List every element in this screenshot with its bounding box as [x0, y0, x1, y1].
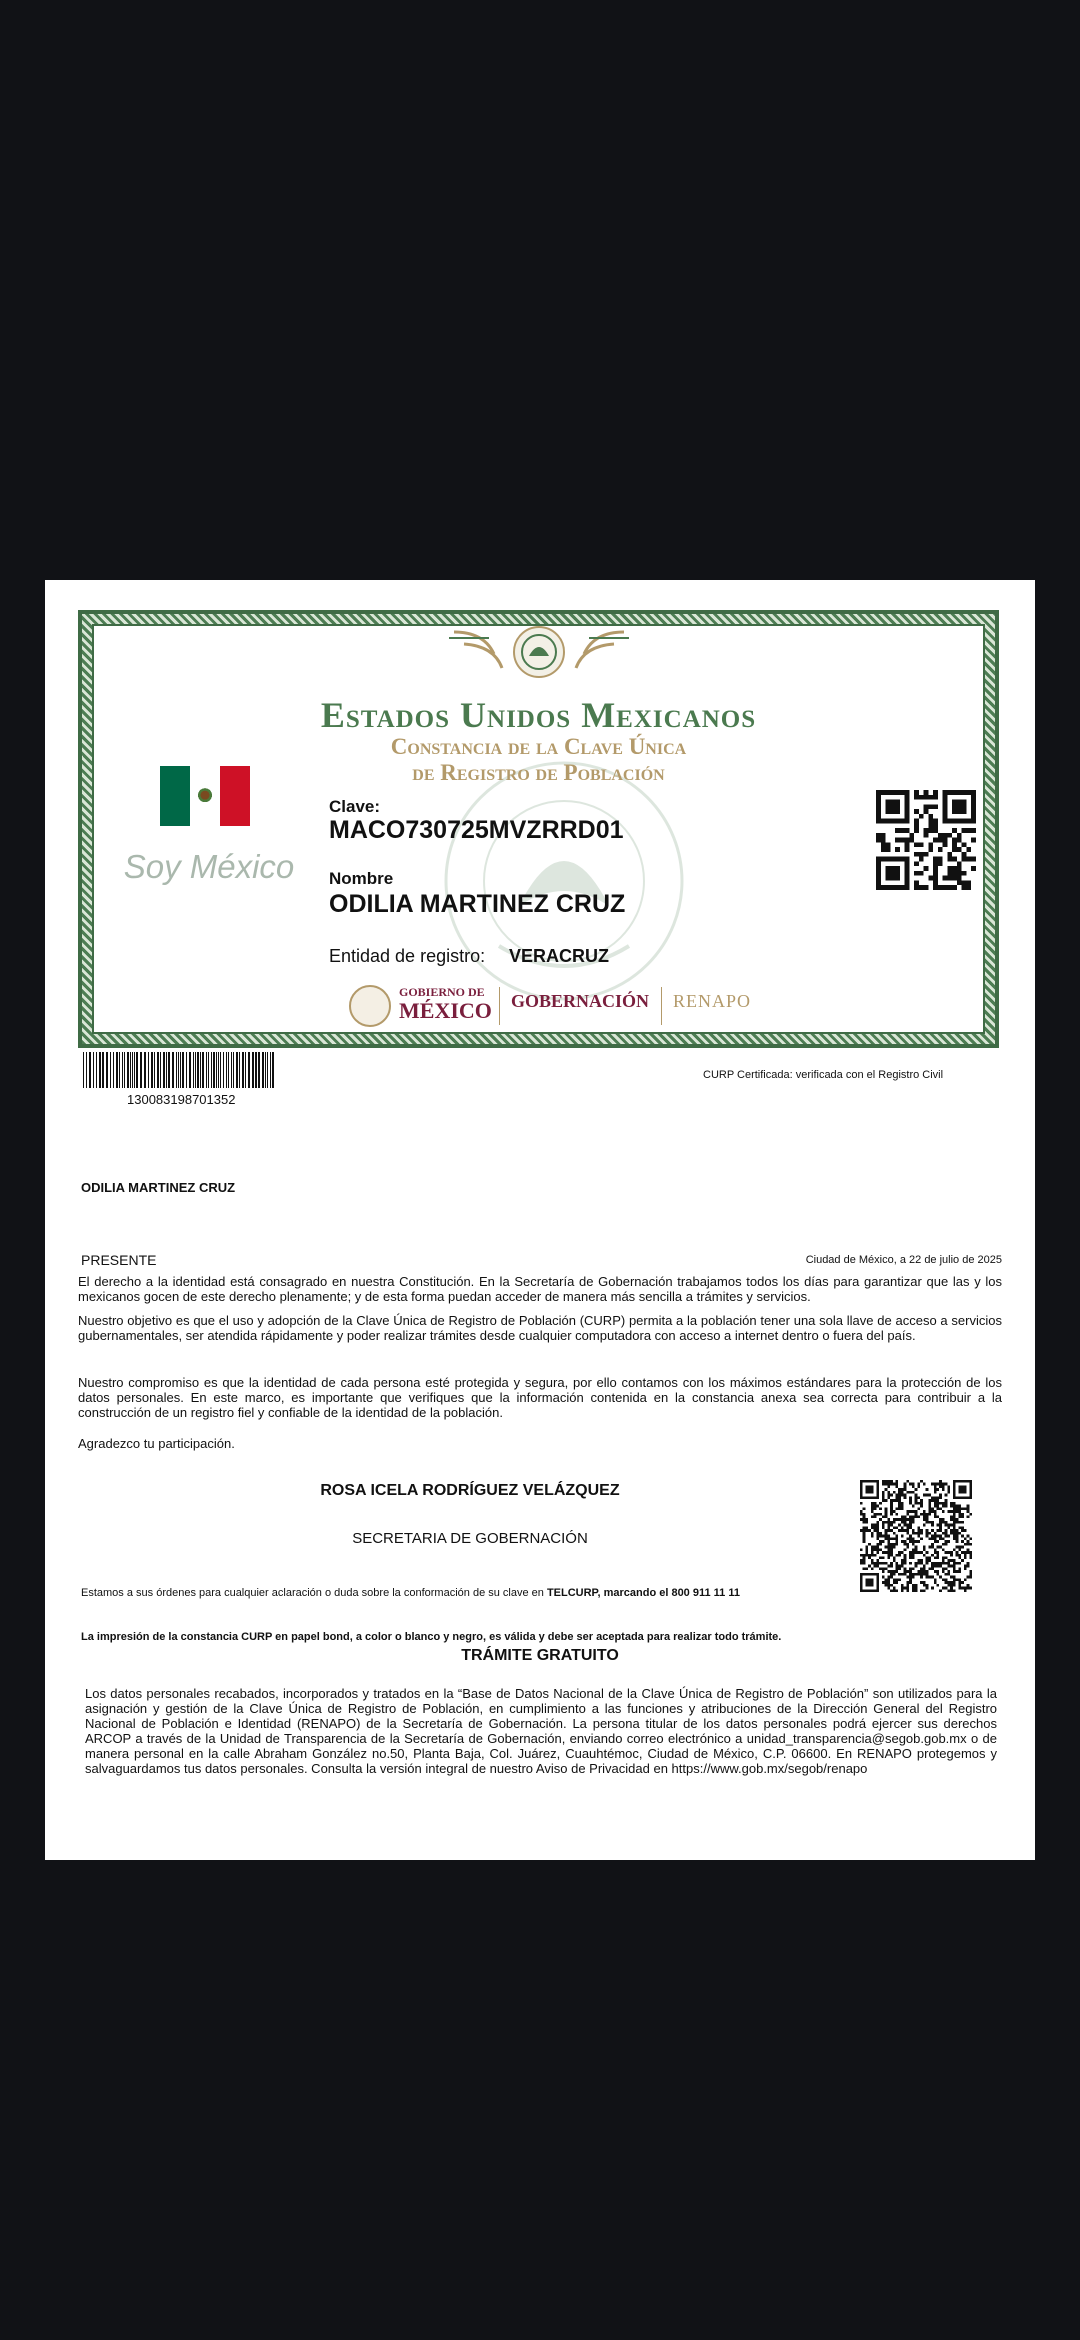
entidad-label: Entidad de registro:	[329, 946, 486, 966]
curp-certificate	[78, 610, 999, 1048]
letter-paragraph-3: Nuestro compromiso es que la identidad de cada persona esté protegida y segura, por ello contamos con los máximos estándares para la protección de los datos personales. En este marco, es importante que verifiques que la información contenida en la constancia anexa sea correcta para contribuir a la construcción de un registro fiel y confiable de la identidad de la población.	[78, 1375, 1002, 1420]
presente-label: PRESENTE	[81, 1252, 157, 1268]
national-crest-icon	[444, 624, 634, 680]
eagle-watermark-icon	[439, 756, 689, 1006]
telcurp-phone: TELCURP, marcando el 800 911 11 11	[546, 1587, 740, 1599]
clave-value: MACO730725MVZRRD01	[329, 816, 624, 844]
certificate-subtitle-2: de Registro de Población	[412, 760, 665, 785]
seal-gobierno-line2: MÉXICO	[399, 998, 492, 1023]
privacy-notice: Los datos personales recabados, incorporados y tratados en la “Base de Datos Nacional de la Clave Única de Registro de Población” son utilizados para la asignación y gestión de la Clave Única de Registro de Población, en cumplimiento a las funciones y atribuciones de la Dirección General del Registro Nacional de Población e Identidad (RENAPO) de la Secretaría de Gobernación. La persona titular de los datos personales podrá ejercer sus derechos ARCOP a través de la Unidad de Transparencia de la Secretaría de Gobernación, enviando correo electrónico a unidad_transparencia@segob.gob.mx o de manera personal en la calle Abraham González no.50, Planta Baja, Col. Juárez, Cuauhtémoc, Ciudad de México, C.P. 06600. En RENAPO protegemos y salvaguardamos tus datos personales. Consulta la versión integral de nuestro Aviso de Privacidad en https://www.gob.mx/segob/renapo	[85, 1686, 997, 1776]
signer-name: ROSA ICELA RODRÍGUEZ VELÁZQUEZ	[320, 1482, 620, 1499]
gobierno-seal-icon	[349, 985, 391, 1027]
certified-note: CURP Certificada: verificada con el Registro Civil	[703, 1069, 944, 1081]
entidad-value: VERACRUZ	[509, 946, 610, 966]
letter-paragraph-1: El derecho a la identidad está consagrado en nuestra Constitución. En la Secretaría de Gobernación trabajamos todos los días para garantizar que las y los mexicanos gocen de este derecho plenamente; y de esta forma puedan acceder de manera más sencilla a trámites y servicios.	[78, 1274, 1002, 1304]
clave-label: Clave:	[329, 797, 381, 816]
soy-mexico-slogan: Soy México	[123, 848, 295, 885]
certificate-inner-panel	[92, 624, 985, 1034]
signer-title: SECRETARIA DE GOBERNACIÓN	[352, 1530, 588, 1547]
letter-date: Ciudad de México, a 22 de julio de 2025	[805, 1254, 1002, 1266]
letter-paragraph-2: Nuestro objetivo es que el uso y adopción de la Clave Única de Registro de Población (CURP) permita a la población tener una sola llave de acceso a servicios gubernamentales, ser atendida rápidamente y poder realizar trámites desde cualquier computadora con acceso a internet dentro o fuera del país.	[78, 1313, 1002, 1343]
signature-qr-code	[860, 1480, 972, 1592]
barcode-number: 130083198701352	[127, 1092, 236, 1107]
tramite-gratuito: TRÁMITE GRATUITO	[461, 1647, 619, 1664]
seal-gobernacion: GOBERNACIÓN	[511, 991, 650, 1011]
contact-prefix: Estamos a sus órdenes para cualquier aclaración o duda sobre la conformación de su clave en	[81, 1587, 544, 1599]
government-seals	[349, 983, 789, 1033]
print-validity-note: La impresión de la constancia CURP en papel bond, a color o blanco y negro, es válida y debe ser aceptada para realizar todo trámite.	[81, 1631, 782, 1643]
barcode-graphic	[83, 1052, 275, 1088]
mexican-flag-icon	[160, 766, 250, 826]
contact-note	[81, 1587, 740, 1599]
certificate-qr-code	[876, 790, 976, 890]
certificate-subtitle-1: Constancia de la Clave Única	[390, 734, 687, 759]
recipient-name: ODILIA MARTINEZ CRUZ	[81, 1180, 236, 1195]
curp-document-page	[45, 580, 1035, 1860]
nombre-label: Nombre	[329, 869, 394, 888]
seal-renapo: RENAPO	[673, 991, 752, 1011]
nombre-value: ODILIA MARTINEZ CRUZ	[329, 890, 626, 918]
certificate-title: Estados Unidos Mexicanos	[320, 695, 757, 735]
letter-thanks: Agradezco tu participación.	[78, 1436, 235, 1451]
seal-gobierno-line1: GOBIERNO DE	[399, 985, 485, 999]
